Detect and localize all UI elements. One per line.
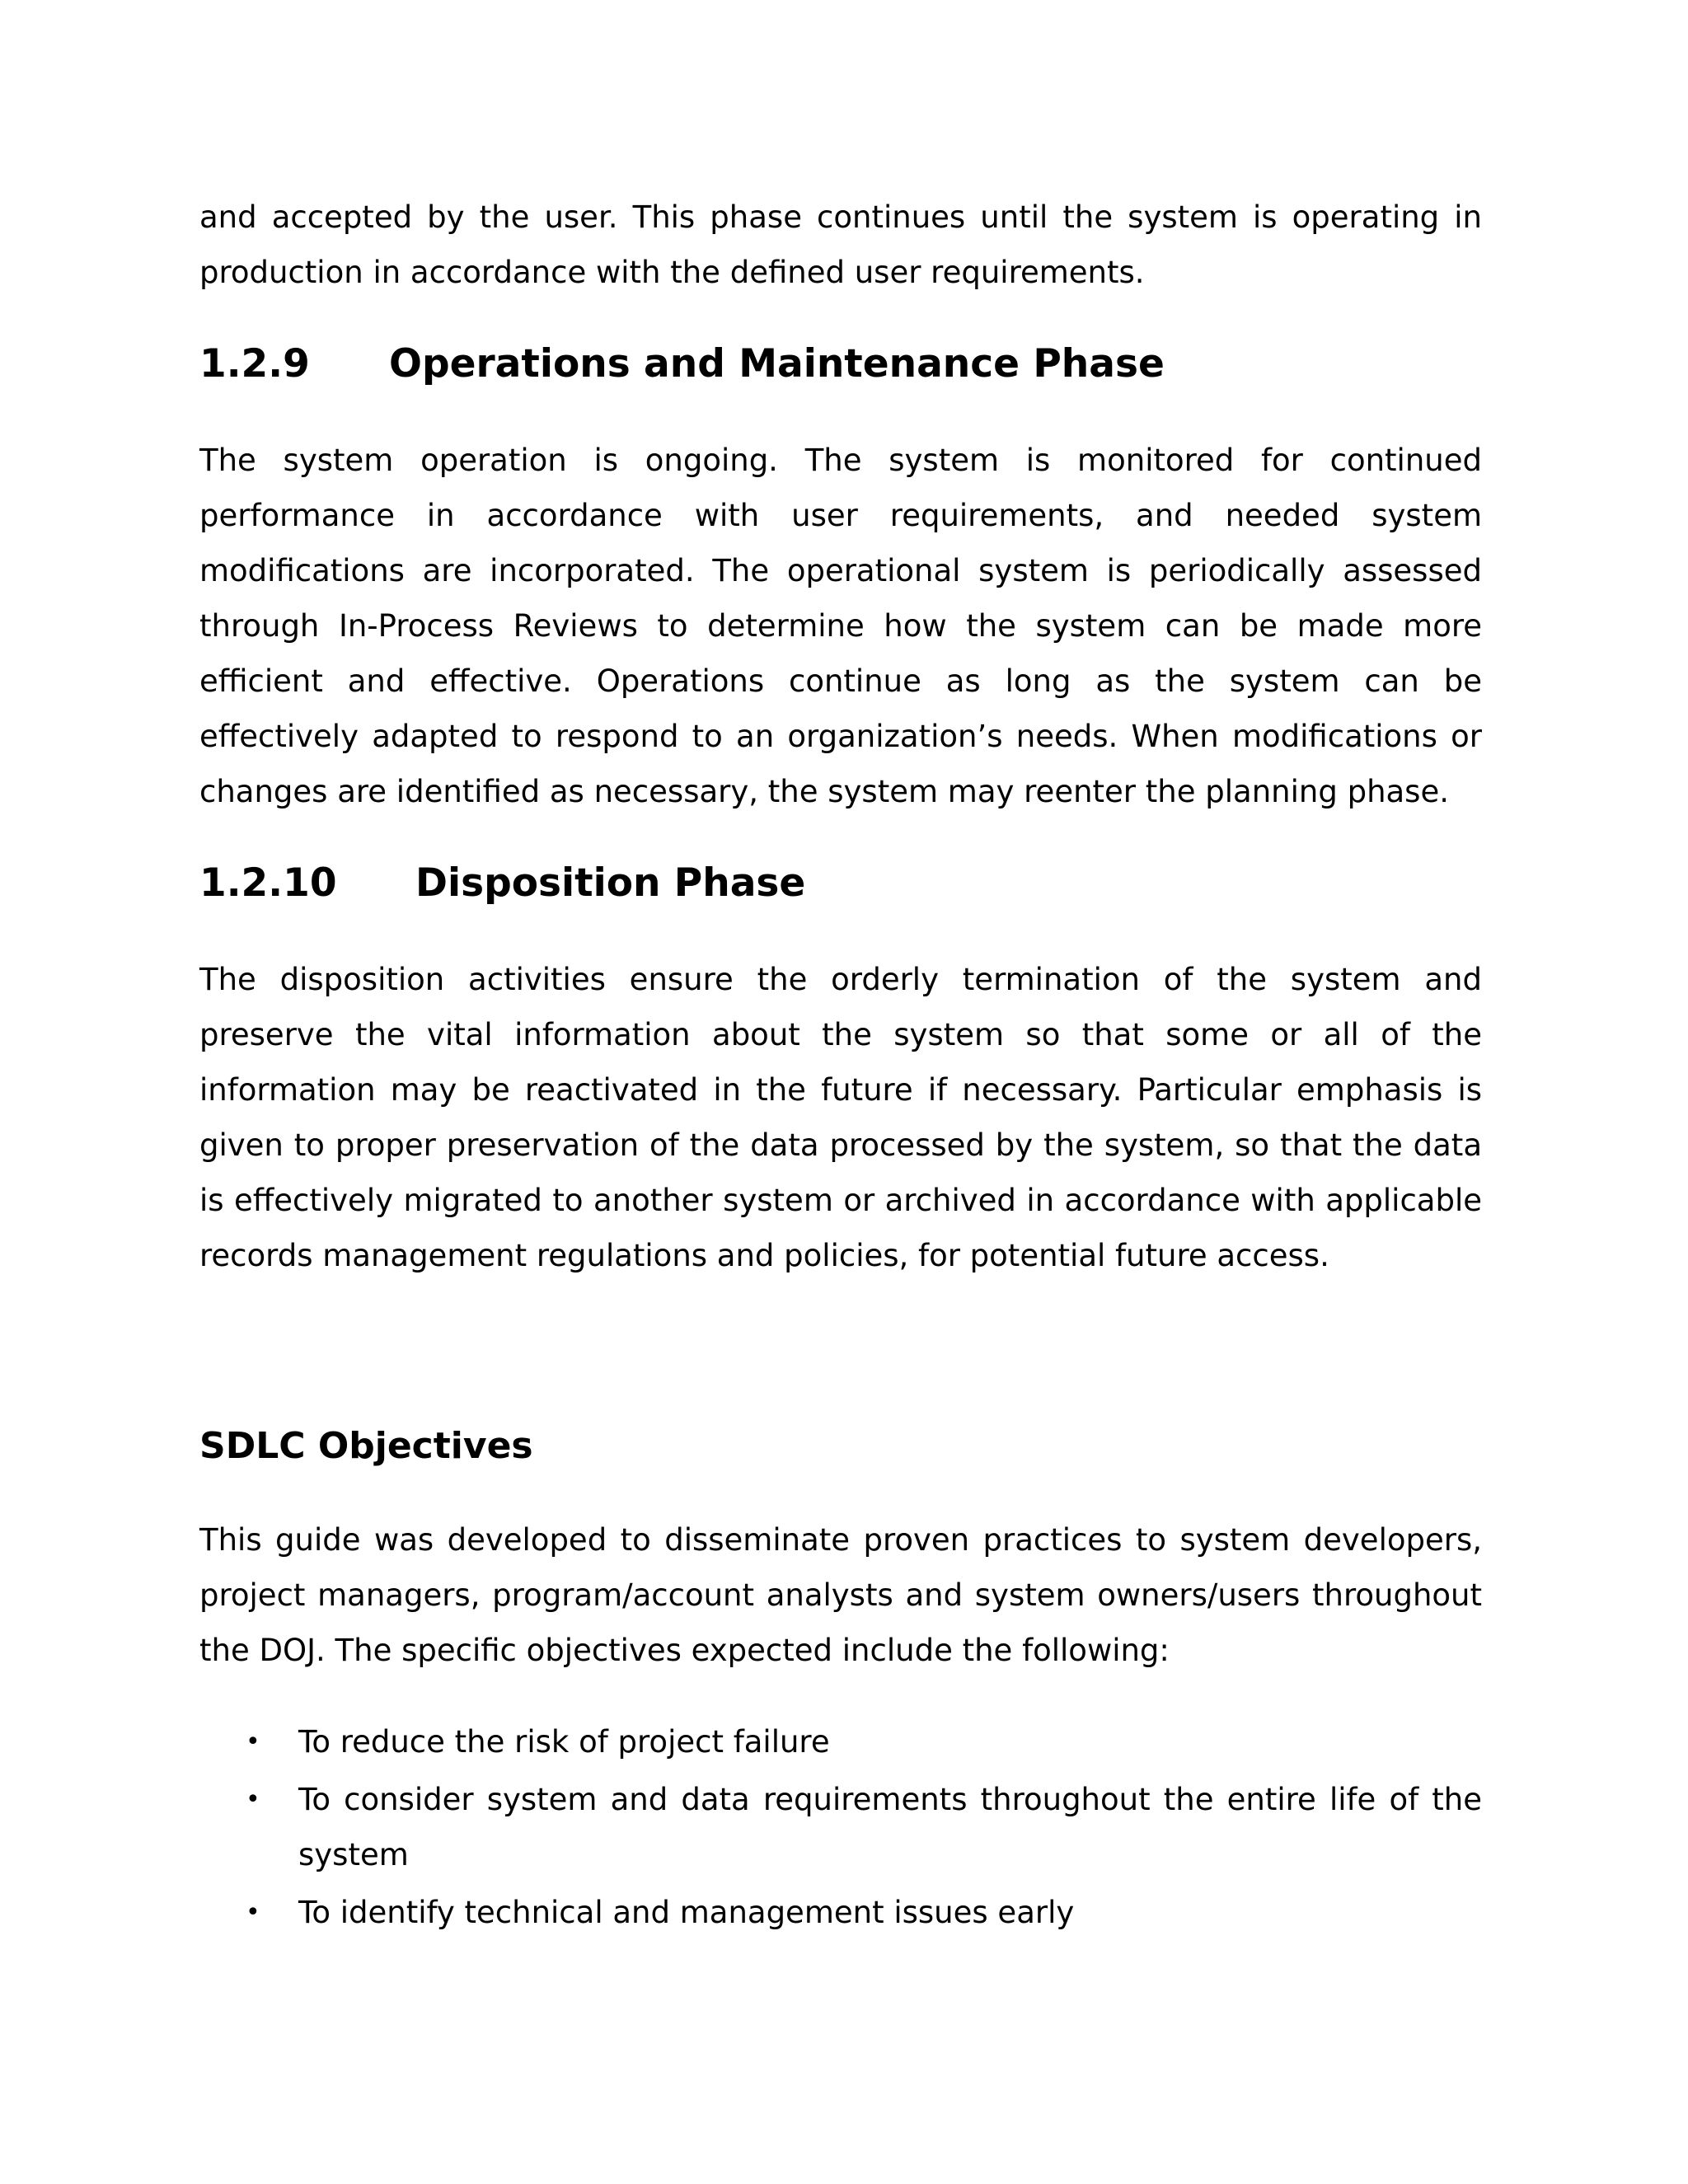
list-item	[199, 1885, 1482, 1940]
list-item	[199, 1714, 1482, 1769]
section-heading-operations	[199, 340, 1482, 389]
intro-paragraph: and accepted by the user. This phase continues until the system is operating in production in accordance with the defined user requirements.	[199, 199, 1482, 290]
objectives-list	[199, 1714, 1482, 1940]
section-heading-disposition	[199, 859, 1482, 908]
section-title: Operations and Maintenance Phase	[389, 341, 1165, 387]
list-item	[199, 1772, 1482, 1882]
bullet-icon: •	[246, 1898, 260, 1927]
operations-paragraph: The system operation is ongoing. The system is monitored for continued performance in accordance with user requirements, and needed system modifications are incorporated. The operational system is periodically assessed through In-Process Reviews to determine how the system can be made more efficient and effective. Operations continue as long as the system can be effectively adapted to respond to an organization’s needs. When modifications or changes are identified as necessary, the system may reenter the planning phase.	[199, 443, 1482, 809]
section-number: 1.2.10	[199, 860, 337, 906]
list-item-text: To reduce the risk of project failure	[298, 1724, 830, 1760]
list-item-text: To consider system and data requirements throughout the entire life of the system	[298, 1782, 1482, 1872]
list-item-text: To identify technical and management issues early	[298, 1895, 1075, 1930]
objectives-paragraph: This guide was developed to disseminate proven practices to system developers, project managers, program/account analysts and system owners/users throughout the DOJ. The specific objectives expected include the following:	[199, 1522, 1482, 1668]
objectives-heading: SDLC Objectives	[199, 1425, 533, 1467]
section-number: 1.2.9	[199, 341, 310, 387]
bullet-icon: •	[246, 1785, 260, 1814]
section-title: Disposition Phase	[415, 860, 806, 906]
bullet-icon: •	[246, 1727, 260, 1756]
disposition-paragraph: The disposition activities ensure the orderly termination of the system and preserve the vital information about the system so that some or all of the information may be reactivated in the future if necessary. Particular emphasis is given to proper preservation of the data processed by the system, so that the data is effectively migrated to another system or archived in accordance with applicable records management regulations and policies, for potential future access.	[199, 962, 1482, 1273]
